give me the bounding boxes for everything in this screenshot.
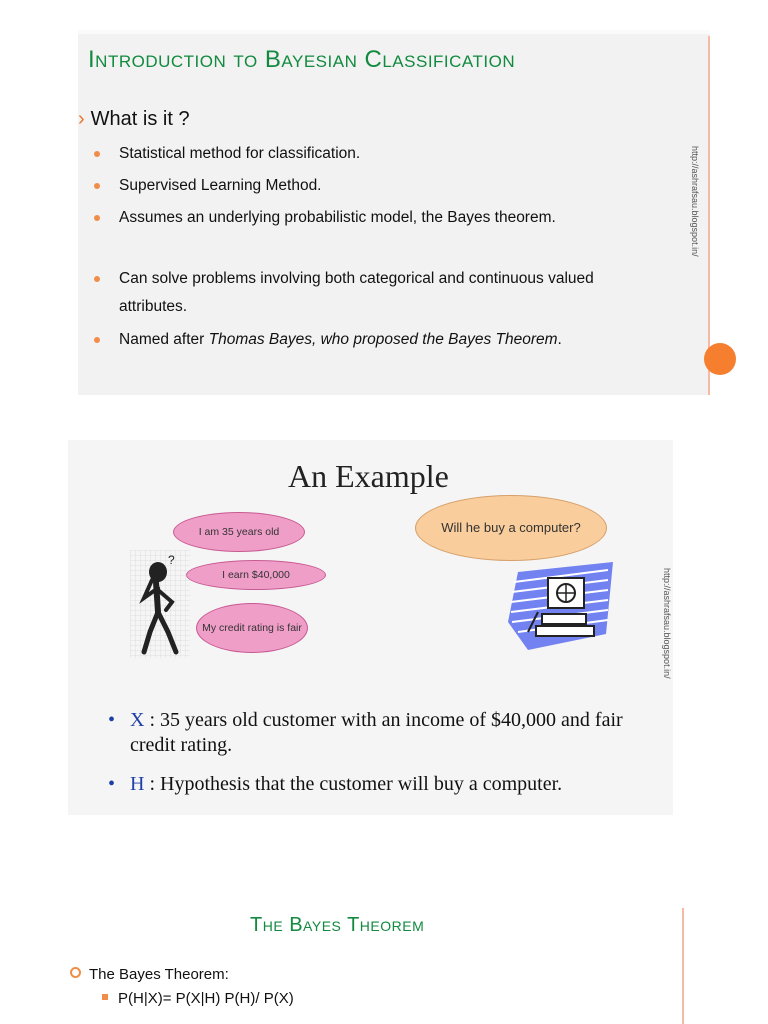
formula-text: P(H|X)= P(X|H) P(H)/ P(X) — [118, 990, 294, 1007]
slide-side-rule — [682, 908, 684, 1024]
bullet-text-suffix: . — [557, 331, 562, 348]
slide-title: An Example — [288, 458, 449, 494]
slide-title: Introduction to Bayesian Classification — [88, 46, 516, 73]
bullet-text — [130, 772, 668, 797]
formula-item — [102, 990, 294, 1007]
computer-icon — [508, 562, 618, 654]
svg-text:?: ? — [168, 553, 175, 567]
slide-title: The Bayes Theorem — [250, 914, 425, 936]
bullet-text — [130, 708, 668, 758]
slide-top-border — [78, 30, 710, 34]
orange-circle-decoration — [704, 343, 736, 375]
slide-bayes-theorem — [50, 908, 686, 1024]
variable-x: X — [130, 709, 145, 731]
bullet-text: Supervised Learning Method. — [119, 177, 322, 194]
bullet-item — [94, 326, 654, 354]
bullet-text — [119, 326, 654, 354]
bullet-dot-icon: • — [108, 709, 116, 731]
bullet-dot-icon — [94, 215, 100, 221]
bullet-item — [94, 204, 654, 232]
slide-side-rule — [708, 36, 710, 395]
speech-bubble-credit: My credit rating is fair — [196, 603, 308, 653]
speech-bubble-question: Will he buy a computer? — [415, 495, 607, 561]
section-heading — [78, 108, 190, 131]
bullet-dot-icon — [94, 337, 100, 343]
bullet-item — [94, 172, 654, 200]
bullet-item — [94, 265, 654, 321]
variable-h: H — [130, 773, 145, 795]
bullet-text-italic: Thomas Bayes, who proposed the Bayes Theorem — [208, 331, 558, 348]
bullet-item — [94, 140, 654, 168]
bullet-dot-icon: • — [108, 773, 116, 795]
bullet-text-prefix: Named after — [119, 331, 209, 348]
bullet-dot-icon — [94, 183, 100, 189]
bullet-text: Can solve problems involving both categorical and continuous valued attributes. — [119, 270, 594, 315]
variable-x-description: : 35 years old customer with an income of $40,000 and fair credit rating. — [130, 709, 623, 756]
slide-example — [68, 440, 673, 815]
variable-h-description: : Hypothesis that the customer will buy a computer. — [144, 773, 563, 795]
ring-bullet-icon — [70, 967, 81, 978]
thinking-person-icon — [130, 550, 190, 658]
bullet-item-x — [108, 708, 668, 758]
heading-text: What is it ? — [90, 108, 190, 130]
chevron-right-icon: › — [78, 108, 85, 130]
speech-bubble-age: I am 35 years old — [173, 512, 305, 552]
speech-bubble-income: I earn $40,000 — [186, 560, 326, 590]
list-item-text: The Bayes Theorem: — [89, 966, 229, 983]
side-url-text: http://ashrafsau.blogspot.in/ — [662, 568, 672, 679]
side-url-text: http://ashrafsau.blogspot.in/ — [690, 146, 700, 257]
bullet-item-h — [108, 772, 668, 797]
bullet-dot-icon — [94, 151, 100, 157]
bullet-dot-icon — [94, 276, 100, 282]
square-bullet-icon — [102, 994, 108, 1000]
bullet-text: Assumes an underlying probabilistic model, the Bayes theorem. — [119, 209, 556, 226]
list-item — [70, 966, 229, 983]
bullet-text: Statistical method for classification. — [119, 145, 361, 162]
slide-intro — [78, 30, 710, 395]
